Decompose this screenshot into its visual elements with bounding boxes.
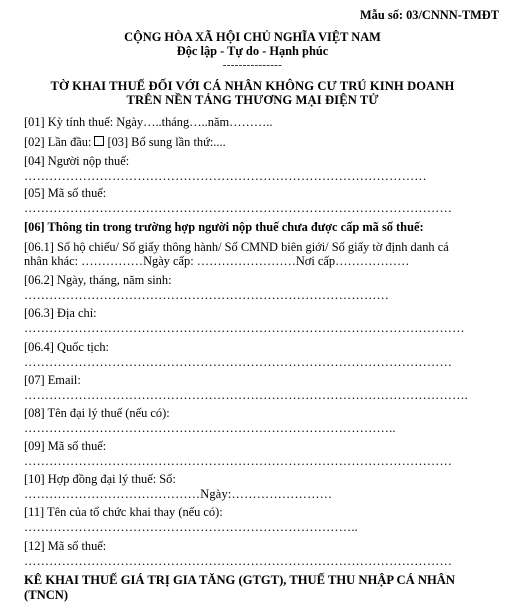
field-10-fill-line[interactable]: ……………………………………Ngày:……………………: [24, 487, 333, 501]
vat-pit-section-heading-line1: KÊ KHAI THUẾ GIÁ TRỊ GIA TĂNG (GTGT), THUẾ THU NHẬP CÁ NHÂN: [24, 573, 455, 587]
field-09-agent-tax-code: [09] Mã số thuế:: [24, 439, 107, 453]
field-01-tax-period: [01] Kỳ tính thuế: Ngày…..tháng…..năm………..: [24, 115, 273, 129]
field-06-3-fill-line[interactable]: ……………………………………………………………………………………………: [24, 321, 465, 335]
field-06-2-fill-line[interactable]: ……………………………………………………………………………: [24, 288, 390, 302]
field-05-fill-line[interactable]: …………………………………………………………………………………………: [24, 201, 453, 215]
field-06-4-fill-line[interactable]: …………………………………………………………………………………………: [24, 355, 453, 369]
section-06-heading: [06] Thông tin trong trường hợp người nộp thuế chưa được cấp mã số thuế:: [24, 220, 424, 234]
field-08-tax-agent-name: [08] Tên đại lý thuế (nếu có):: [24, 406, 170, 420]
field-11-declaring-organization: [11] Tên của tổ chức khai thay (nếu có):: [24, 505, 223, 519]
field-10-agency-contract: [10] Hợp đồng đại lý thuế: Số:: [24, 472, 176, 486]
form-title-line2: TRÊN NỀN TẢNG THƯƠNG MẠI ĐIỆN TỬ: [126, 93, 379, 107]
field-06-4-nationality: [06.4] Quốc tịch:: [24, 340, 109, 354]
field-04-fill-line[interactable]: ……………………………………………………………………………………: [24, 169, 427, 183]
field-06-1-issue-info[interactable]: nhân khác: ……………Ngày cấp: ……………………Nơi cấp………………: [24, 254, 410, 268]
first-time-checkbox[interactable]: [94, 136, 104, 146]
field-09-fill-line[interactable]: …………………………………………………………………………………………: [24, 454, 453, 468]
national-motto: Độc lập - Tự do - Hạnh phúc: [176, 44, 329, 58]
field-05-tax-code: [05] Mã số thuế:: [24, 186, 107, 200]
field-07-email: [07] Email:: [24, 373, 81, 387]
field-12-fill-line[interactable]: …………………………………………………………………………………………: [24, 554, 453, 568]
field-02-03-filing-type: [24, 135, 226, 149]
field-08-fill-line[interactable]: ……………………………………………………………………………..: [24, 421, 396, 435]
header-divider: ---------------: [222, 59, 283, 71]
field-06-1-id-document: [06.1] Số hộ chiếu/ Số giấy thông hành/ Số CMND biên giới/ Số giấy tờ định danh cá: [24, 240, 449, 254]
field-02-label: [02] Lần đầu:: [24, 135, 92, 149]
field-11-fill-line[interactable]: ……………………………………………………………………..: [24, 520, 358, 534]
field-03-label: [03] Bổ sung lần thứ:....: [107, 135, 226, 149]
field-12-org-tax-code: [12] Mã số thuế:: [24, 539, 107, 553]
field-07-fill-line[interactable]: …………………………………………………………………………………………….: [24, 388, 468, 402]
field-04-taxpayer: [04] Người nộp thuế:: [24, 154, 130, 168]
field-06-3-address: [06.3] Địa chỉ:: [24, 306, 97, 320]
field-06-2-birth-date: [06.2] Ngày, tháng, năm sinh:: [24, 273, 172, 287]
form-title-line1: TỜ KHAI THUẾ ĐỐI VỚI CÁ NHÂN KHÔNG CƯ TRÚ KINH DOANH: [50, 79, 455, 93]
form-number: Mẫu số: 03/CNNN-TMĐT: [359, 8, 499, 22]
vat-pit-section-heading-line2: (TNCN): [24, 588, 69, 602]
country-heading: CỘNG HÒA XÃ HỘI CHỦ NGHĨA VIỆT NAM: [124, 30, 381, 44]
